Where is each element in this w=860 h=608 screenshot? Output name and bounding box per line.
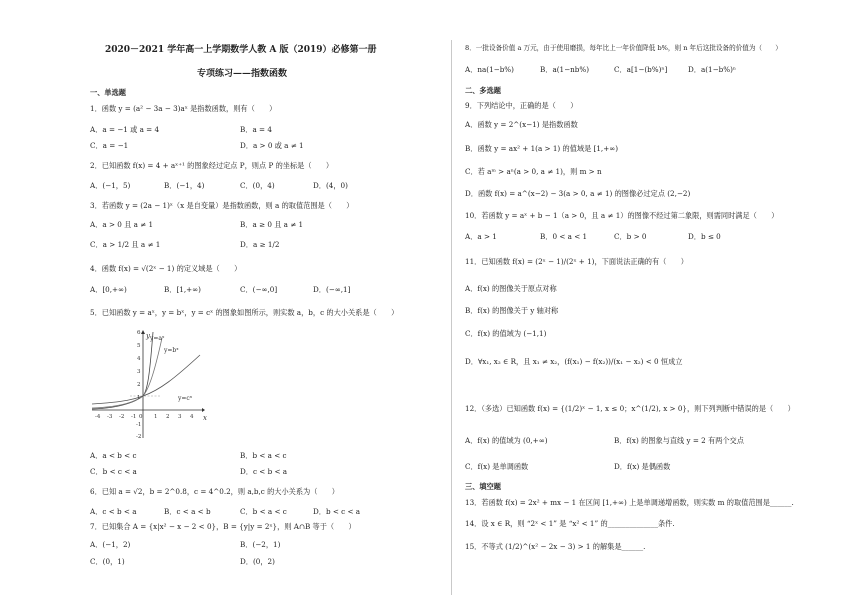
question-11: 11．已知函数 f(x) = (2ˣ − 1)/(2ˣ + 1)，下面说法正确的有（ ） xyxy=(465,257,688,266)
column-divider xyxy=(451,40,452,595)
x-axis-arrow xyxy=(202,408,205,412)
question-5: 5．已知函数 y = aˣ，y = bˣ，y = cˣ 的图象如图所示，则实数 a，b，c 的大小关系是（ ） xyxy=(90,308,399,317)
x-axis-label: x xyxy=(203,414,207,422)
q10-option-c: C．b > 0 xyxy=(614,232,647,241)
q12-option-c: C．f(x) 是单调函数 xyxy=(465,462,529,471)
q2-option-d: D．(4，0) xyxy=(313,181,348,190)
q7-option-d: D．(0，2) xyxy=(240,557,275,566)
question-8: 8．一批设备价值 a 万元，由于使用磨损，每年比上一年价值降低 b%，则 n 年后这批设备的价值为（ ） xyxy=(465,44,782,52)
q6-option-d: D．b < c < a xyxy=(313,507,361,516)
q11-option-a: A．f(x) 的图像关于原点对称 xyxy=(465,284,557,293)
q4-option-a: A．[0,+∞) xyxy=(90,285,127,294)
y-tick: 2 xyxy=(137,382,141,388)
q8-option-a: A．na(1−b%) xyxy=(465,65,514,74)
q8-option-d: D．a(1−b%)ⁿ xyxy=(688,65,736,74)
x-tick: 0 xyxy=(139,414,143,420)
q10-option-a: A．a > 1 xyxy=(465,232,497,241)
q1-option-a: A．a = −1 或 a = 4 xyxy=(90,125,160,134)
y-tick: 4 xyxy=(137,356,141,362)
question-2: 2．已知函数 f(x) = 4 + aˣ⁺¹ 的图象经过定点 P，则点 P 的坐标是（ ） xyxy=(90,161,334,170)
page-title: 2020－2021 学年高一上学期数学人教 A 版（2019）必修第一册 xyxy=(105,45,377,55)
question-9: 9．下列结论中，正确的是（ ） xyxy=(465,101,578,110)
q9-option-a: A．函数 y = 2^(x−1) 是指数函数 xyxy=(465,120,578,129)
y-tick: 1 xyxy=(137,395,141,401)
label-b: y=bˣ xyxy=(164,347,179,354)
q12-option-b: B．f(x) 的图象与直线 y = 2 有两个交点 xyxy=(614,436,744,445)
label-c: y=cˣ xyxy=(178,395,193,402)
label-a: y=aˣ xyxy=(150,335,165,342)
y-tick: 3 xyxy=(137,369,141,375)
q2-option-b: B．(−1，4) xyxy=(164,181,205,190)
q7-option-a: A．(−1，2) xyxy=(90,540,131,549)
q1-option-b: B．a = 4 xyxy=(240,125,272,134)
exponential-graph xyxy=(90,330,205,442)
q12-option-d: D．f(x) 是偶函数 xyxy=(614,462,671,471)
question-4: 4．函数 f(x) = √(2ˣ − 1) 的定义域是（ ） xyxy=(90,264,242,273)
q6-option-b: B．c < a < b xyxy=(164,507,211,516)
q9-option-b: B．函数 y = ax² + 1(a > 1) 的值域是 [1,+∞) xyxy=(465,144,619,153)
q8-option-b: B．a(1−nb%) xyxy=(540,65,590,74)
q6-option-c: C．b < a < c xyxy=(240,507,287,516)
q4-option-c: C．(−∞,0] xyxy=(240,285,278,294)
x-tick: 4 xyxy=(190,414,194,420)
section-multi-choice: 二、多选题 xyxy=(465,86,501,95)
x-ticks xyxy=(95,414,194,420)
q3-option-c: C．a > 1/2 且 a ≠ 1 xyxy=(90,240,161,249)
question-3: 3．若函数 y = (2a − 1)ˣ（x 是自变量）是指数函数，则 a 的取值范围是（ ） xyxy=(90,201,354,210)
y-tick: 6 xyxy=(137,330,141,336)
x-tick: -3 xyxy=(107,414,113,420)
q5-option-c: C．b < c < a xyxy=(90,467,137,476)
q7-option-b: B．(−2，1) xyxy=(240,540,281,549)
x-tick: 1 xyxy=(154,414,158,420)
q9-option-c: C．若 aᵐ > aⁿ(a > 0, a ≠ 1)，则 m > n xyxy=(465,167,602,176)
y-tick: -2 xyxy=(136,434,142,440)
x-tick: -2 xyxy=(119,414,125,420)
question-13: 13．若函数 f(x) = 2x² + mx − 1 在区间 [1,+∞) 上是单调递增函数，则实数 m 的取值范围是______. xyxy=(465,498,794,507)
x-tick: 3 xyxy=(178,414,182,420)
y-tick: 5 xyxy=(137,343,141,349)
question-12: 12．（多选）已知函数 f(x) = {(1/2)ˣ − 1, x ≤ 0；x^(1/2), x > 0}，则下列判断中错误的是（ ） xyxy=(465,404,795,413)
q4-option-d: D．(−∞,1] xyxy=(313,285,351,294)
q5-option-b: B．b < a < c xyxy=(240,451,287,460)
y-axis-label: y xyxy=(146,332,150,340)
section-fill-blank: 三、填空题 xyxy=(465,482,501,491)
y-ticks xyxy=(136,330,141,440)
q11-option-b: B．f(x) 的图像关于 y 轴对称 xyxy=(465,306,559,315)
q5-option-d: D．c < b < a xyxy=(240,467,288,476)
question-1: 1．函数 y = (a² − 3a − 3)aˣ 是指数函数，则有（ ） xyxy=(90,104,277,113)
q11-option-d: D．∀x₁, x₂ ∈ R，且 x₁ ≠ x₂，(f(x₁) − f(x₂))/(x₁ − x₂) < 0 恒成立 xyxy=(465,357,683,366)
q2-option-c: C．(0，4) xyxy=(240,181,275,190)
question-14: 14．设 x ∈ R，则 “2ˣ < 1” 是 “x² < 1” 的______________条件. xyxy=(465,519,675,528)
question-15: 15．不等式 (1/2)^(x² − 2x − 3) > 1 的解集是______. xyxy=(465,542,646,551)
x-tick: 2 xyxy=(166,414,170,420)
x-tick: -4 xyxy=(95,414,101,420)
q4-option-b: B．[1,+∞) xyxy=(164,285,201,294)
q11-option-c: C．f(x) 的值域为 (−1,1) xyxy=(465,329,547,338)
q1-option-c: C．a = −1 xyxy=(90,141,129,150)
q3-option-a: A．a > 0 且 a ≠ 1 xyxy=(90,220,154,229)
q7-option-c: C．(0，1) xyxy=(90,557,125,566)
q8-option-c: C．a[1−(b%)ⁿ] xyxy=(614,65,668,74)
q10-option-b: B．0 < a < 1 xyxy=(540,232,588,241)
question-7: 7．已知集合 A = {x|x² − x − 2 < 0}，B = {y|y = 2ˣ}，则 A∩B 等于（ ） xyxy=(90,522,356,531)
q5-option-a: A．a < b < c xyxy=(90,451,137,460)
y-axis-arrow xyxy=(141,330,145,334)
page-subtitle: 专项练习——指数函数 xyxy=(197,69,288,79)
q3-option-b: B．a ≥ 0 且 a ≠ 1 xyxy=(240,220,304,229)
q3-option-d: D．a ≥ 1/2 xyxy=(240,240,280,249)
q12-option-a: A．f(x) 的值域为 (0,+∞) xyxy=(465,436,548,445)
q2-option-a: A．(−1，5) xyxy=(90,181,131,190)
q10-option-d: D．b ≤ 0 xyxy=(688,232,721,241)
q9-option-d: D．函数 f(x) = a^(x−2) − 3(a > 0, a ≠ 1) 的图像必过定点 (2,−2) xyxy=(465,189,691,198)
question-6: 6．已知 a = √2，b = 2^0.8，c = 4^0.2，则 a,b,c 的大小关系为（ ） xyxy=(90,487,339,496)
curve-a xyxy=(92,332,153,409)
x-tick: -1 xyxy=(131,414,137,420)
section-single-choice: 一、单选题 xyxy=(90,88,126,97)
q6-option-a: A．c < b < a xyxy=(90,507,137,516)
question-10: 10．若函数 y = aˣ + b − 1（a > 0，且 a ≠ 1）的图像不经过第二象限，则需同时满足（ ） xyxy=(465,211,779,220)
q1-option-d: D．a > 0 或 a ≠ 1 xyxy=(240,141,304,150)
y-tick: -1 xyxy=(136,422,142,428)
